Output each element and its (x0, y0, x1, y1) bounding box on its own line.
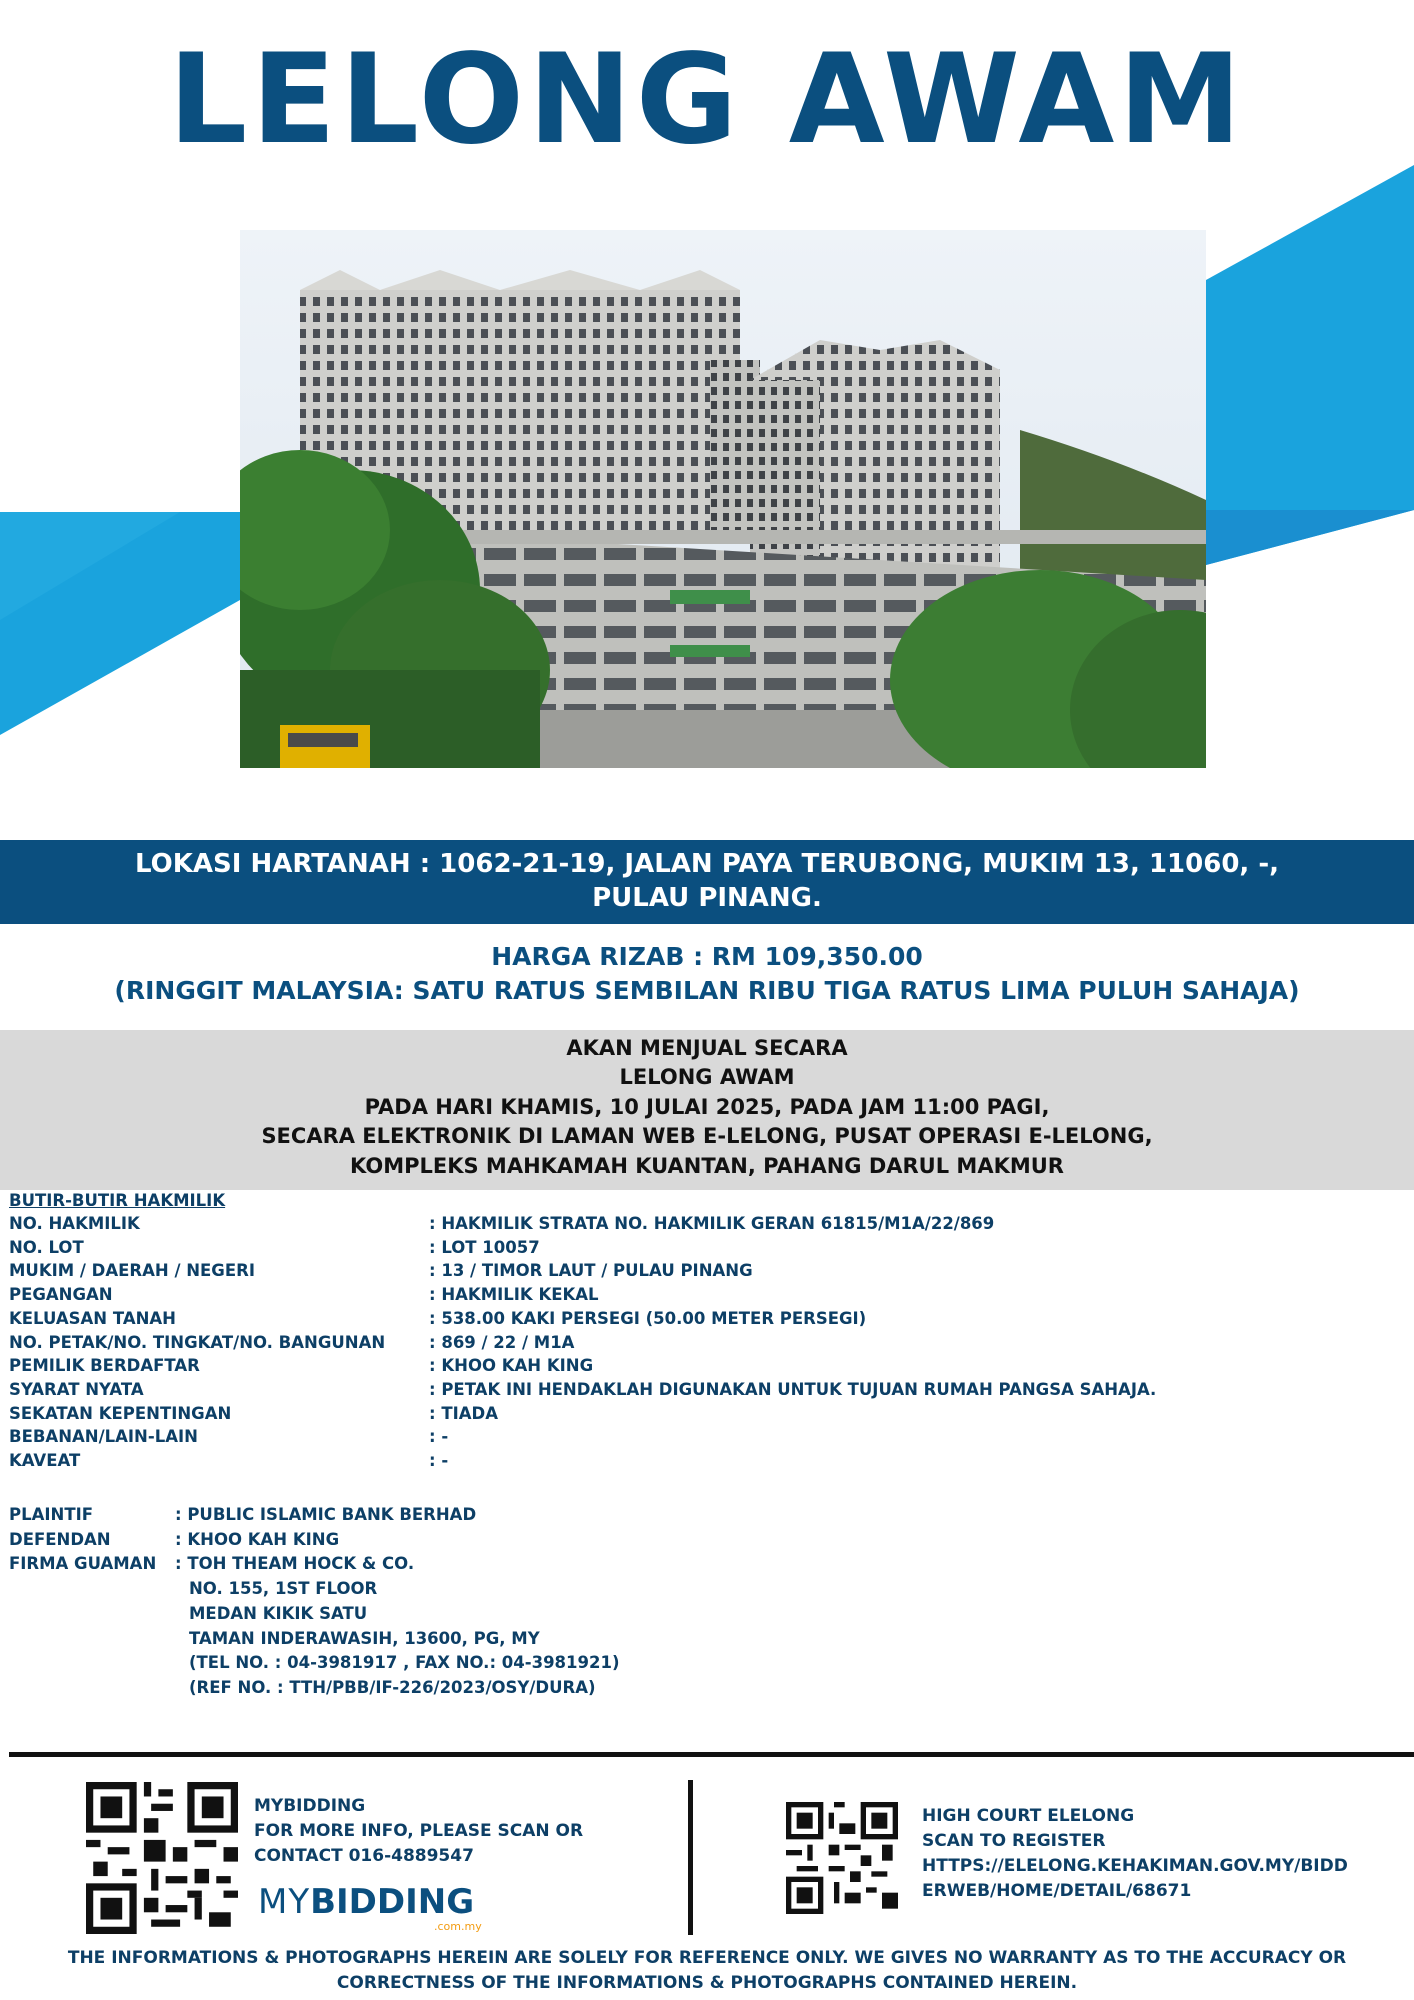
mybidding-line: FOR MORE INFO, PLEASE SCAN OR (254, 1821, 584, 1841)
auction-line: SECARA ELEKTRONIK DI LAMAN WEB E-LELONG, PUSAT OPERASI E-LELONG, (261, 1124, 1153, 1149)
reserve-price (0, 940, 1414, 1008)
mybidding-qr-code[interactable] (86, 1782, 238, 1934)
logo-bidding: BIDDING (310, 1882, 475, 1922)
mybidding-line: MYBIDDING (254, 1796, 366, 1816)
party-value: : KHOO KAH KING (175, 1529, 340, 1549)
detail-row (9, 1354, 1409, 1378)
mybidding-info (254, 1794, 583, 1869)
elelong-line: HIGH COURT ELELONG (922, 1806, 1135, 1826)
detail-key: NO. HAKMILIK (9, 1214, 140, 1233)
property-location-band (0, 840, 1414, 924)
detail-value: : LOT 10057 (429, 1237, 540, 1257)
detail-value: : HAKMILIK KEKAL (429, 1285, 599, 1305)
auction-line: PADA HARI KHAMIS, 10 JULAI 2025, PADA JAM 11:00 PAGI, (364, 1094, 1050, 1119)
detail-key: KAVEAT (9, 1451, 81, 1471)
auction-line: KOMPLEKS MAHKAMAH KUANTAN, PAHANG DARUL MAKMUR (350, 1153, 1064, 1178)
auction-line: LELONG AWAM (619, 1065, 795, 1090)
logo-my: MY (258, 1882, 311, 1922)
detail-value: : PETAK INI HENDAKLAH DIGUNAKAN UNTUK TUJUAN RUMAH PANGSA SAHAJA. (429, 1379, 1157, 1399)
detail-row (9, 1425, 1409, 1449)
elelong-link[interactable]: ERWEB/HOME/DETAIL/68671 (922, 1881, 1192, 1901)
party-value: : TOH THEAM HOCK & CO. (175, 1554, 415, 1574)
logo-domain: .com.my (434, 1920, 482, 1933)
party-row (9, 1503, 909, 1528)
detail-key: NO. PETAK/NO. TINGKAT/NO. BANGUNAN (9, 1332, 386, 1352)
auction-details-band (0, 1030, 1414, 1190)
party-row (9, 1552, 909, 1577)
detail-row (9, 1283, 1409, 1307)
detail-value: : 869 / 22 / M1A (429, 1332, 575, 1352)
detail-row (9, 1331, 1409, 1355)
detail-row (9, 1378, 1409, 1402)
detail-key: SYARAT NYATA (9, 1379, 144, 1399)
detail-value: : 538.00 KAKI PERSEGI (50.00 METER PERSEGI) (429, 1308, 867, 1328)
party-key: DEFENDAN (9, 1529, 111, 1549)
property-photo (240, 230, 1206, 768)
detail-value: : HAKMILIK STRATA NO. HAKMILIK GERAN 61815/M1A/22/869 (429, 1214, 995, 1233)
mybidding-line: CONTACT 016-4889547 (254, 1846, 474, 1866)
detail-key: PEGANGAN (9, 1285, 113, 1305)
title-details-heading: BUTIR-BUTIR HAKMILIK (9, 1191, 226, 1210)
elelong-qr-code[interactable] (786, 1802, 898, 1914)
detail-key: PEMILIK BERDAFTAR (9, 1356, 200, 1376)
elelong-info (922, 1804, 1348, 1904)
reserve-price-words: (RINGGIT MALAYSIA: SATU RATUS SEMBILAN RIBU TIGA RATUS LIMA PULUH SAHAJA) (114, 975, 1300, 1005)
elelong-line: SCAN TO REGISTER (922, 1831, 1106, 1851)
detail-row (9, 1259, 1409, 1283)
detail-row (9, 1307, 1409, 1331)
detail-row (9, 1449, 1409, 1473)
footer-divider (9, 1752, 1414, 1757)
detail-key: SEKATAN KEPENTINGAN (9, 1403, 232, 1423)
mybidding-logo (258, 1882, 482, 1933)
parties-section (9, 1503, 909, 1701)
detail-key: KELUASAN TANAH (9, 1308, 176, 1328)
detail-key: BEBANAN/LAIN-LAIN (9, 1427, 198, 1447)
disclaimer (0, 1946, 1414, 1996)
detail-row (9, 1236, 1409, 1260)
auction-line: AKAN MENJUAL SECARA (566, 1036, 848, 1060)
detail-value: : - (429, 1451, 449, 1471)
address-line: MEDAN KIKIK SATU (189, 1603, 368, 1623)
address-line: (REF NO. : TTH/PBB/IF-226/2023/OSY/DURA) (189, 1677, 596, 1697)
detail-row (9, 1402, 1409, 1426)
detail-row (9, 1212, 1409, 1236)
law-firm-address (189, 1577, 909, 1701)
party-row (9, 1528, 909, 1553)
detail-key: MUKIM / DAERAH / NEGERI (9, 1261, 255, 1281)
page-title: LELONG AWAM (168, 28, 1246, 172)
detail-value: : 13 / TIMOR LAUT / PULAU PINANG (429, 1261, 753, 1281)
address-line: TAMAN INDERAWASIH, 13600, PG, MY (189, 1628, 540, 1648)
disclaimer-line: THE INFORMATIONS & PHOTOGRAPHS HEREIN ARE SOLELY FOR REFERENCE ONLY. WE GIVES NO WARRANTY AS TO THE ACCURACY OR (67, 1948, 1347, 1968)
detail-value: : KHOO KAH KING (429, 1356, 594, 1376)
disclaimer-line: CORRECTNESS OF THE INFORMATIONS & PHOTOGRAPHS CONTAINED HEREIN. (336, 1973, 1078, 1993)
footer-vertical-divider (688, 1780, 693, 1935)
detail-value: : - (429, 1427, 449, 1447)
party-key: PLAINTIF (9, 1505, 93, 1524)
reserve-price-amount: HARGA RIZAB : RM 109,350.00 (491, 942, 923, 971)
party-key: FIRMA GUAMAN (9, 1554, 157, 1574)
elelong-link[interactable]: HTTPS://ELELONG.KEHAKIMAN.GOV.MY/BIDD (922, 1856, 1348, 1876)
property-location: LOKASI HARTANAH : 1062-21-19, JALAN PAYA TERUBONG, MUKIM 13, 11060, -, PULAU PINANG. (135, 849, 1279, 913)
detail-value: : TIADA (429, 1403, 498, 1423)
party-value: : PUBLIC ISLAMIC BANK BERHAD (175, 1505, 477, 1524)
detail-key: NO. LOT (9, 1237, 84, 1257)
address-line: NO. 155, 1ST FLOOR (189, 1579, 378, 1599)
address-line: (TEL NO. : 04-3981917 , FAX NO.: 04-3981921) (189, 1653, 620, 1673)
title-details (9, 1190, 1409, 1473)
